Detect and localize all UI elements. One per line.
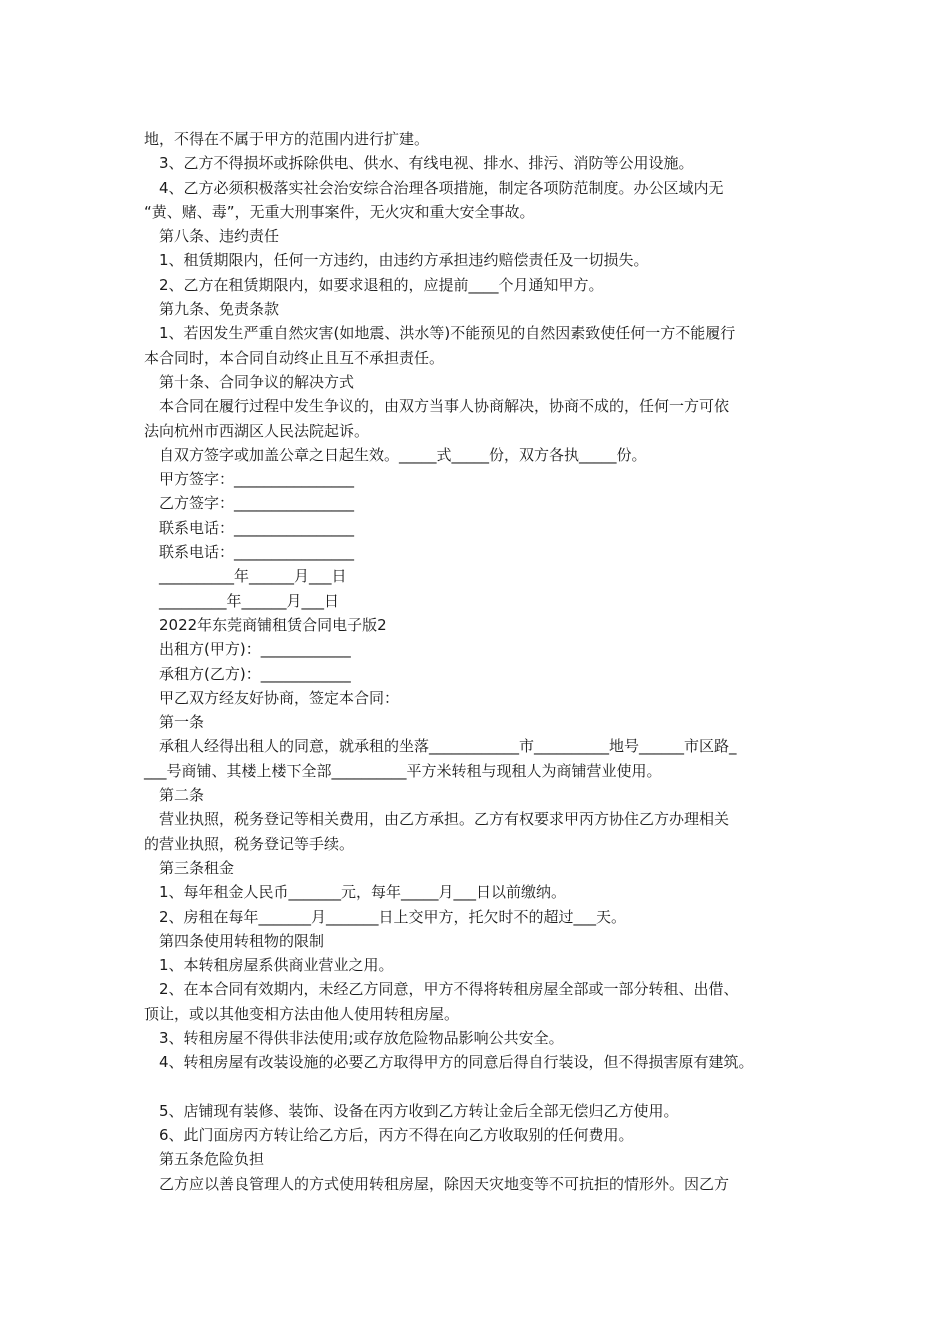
paragraph-line: 乙方应以善良管理人的方式使用转租房屋，除因天灾地变等不可抗拒的情形外。因乙方 bbox=[159, 1174, 730, 1193]
paragraph-line: 营业执照，税务登记等相关费用，由乙方承担。乙方有权要求甲丙方协住乙方办理相关 bbox=[159, 810, 730, 829]
paragraph-line: 本合同在履行过程中发生争议的，由双方当事人协商解决，协商不成的，任何一方可依 bbox=[159, 397, 730, 416]
signature-line: 联系电话：________________ bbox=[159, 543, 355, 562]
paragraph-line: 承租人经得出租人的同意，就承租的坐落____________市__________地号______市区路_ bbox=[159, 737, 737, 756]
section-heading: 第九条、免责条款 bbox=[159, 300, 280, 319]
section-heading: 第八条、违约责任 bbox=[159, 227, 280, 246]
section-heading: 第三条租金 bbox=[159, 858, 235, 877]
paragraph-line: 4、乙方必须积极落实社会治安综合治理各项措施，制定各项防范制度。办公区域内无 bbox=[159, 178, 724, 197]
paragraph-line: 法向杭州市西湖区人民法院起诉。 bbox=[144, 421, 370, 440]
paragraph-line: 的营业执照，税务登记等手续。 bbox=[144, 834, 355, 853]
paragraph-line: 2、房租在每年_______月_______日上交甲方，托欠时不的超过___天。 bbox=[159, 907, 627, 926]
paragraph-line: 甲乙双方经友好协商，签定本合同： bbox=[159, 688, 400, 707]
paragraph-line: 4、转租房屋有改装设施的必要乙方取得甲方的同意后得自行装设，但不得损害原有建筑。 bbox=[159, 1053, 754, 1072]
date-line: __________年______月___日 bbox=[159, 567, 347, 586]
paragraph-line: 1、本转租房屋系供商业营业之用。 bbox=[159, 956, 394, 975]
paragraph-line: 3、乙方不得损坏或拆除供电、供水、有线电视、排水、排污、消防等公用设施。 bbox=[159, 154, 694, 173]
paragraph-line: 顶让，或以其他变相方法由他人使用转租房屋。 bbox=[144, 1004, 460, 1023]
paragraph-line: 地，不得在不属于甲方的范围内进行扩建。 bbox=[144, 130, 430, 148]
section-heading: 第五条危险负担 bbox=[159, 1150, 265, 1169]
section-heading: 第十条、合同争议的解决方式 bbox=[159, 372, 355, 391]
signature-line: 甲方签字：________________ bbox=[159, 470, 355, 489]
paragraph-line: 2、在本合同有效期内，未经乙方同意，甲方不得将转租房屋全部或一部分转租、出借、 bbox=[159, 980, 739, 999]
paragraph-line: 6、此门面房丙方转让给乙方后，丙方不得在向乙方收取别的任何费用。 bbox=[159, 1126, 634, 1145]
document-title: 2022年东莞商铺租赁合同电子版2 bbox=[159, 615, 387, 634]
blank-line bbox=[144, 1075, 814, 1099]
paragraph-line: 1、每年租金人民币_______元，每年_____月___日以前缴纳。 bbox=[159, 883, 567, 902]
paragraph-line: “黄、赌、毒”，无重大刑事案件，无火灾和重大安全事故。 bbox=[144, 202, 535, 221]
paragraph-line: 3、转租房屋不得供非法使用;或存放危险物品影响公共安全。 bbox=[159, 1028, 564, 1047]
paragraph-line: 1、若因发生严重自然灾害(如地震、洪水等)不能预见的自然因素致使任何一方不能履行 bbox=[159, 324, 736, 343]
date-line: _________年______月___日 bbox=[159, 591, 340, 610]
paragraph-line: ___号商铺、其楼上楼下全部__________平方米转租与现租人为商铺营业使用。 bbox=[144, 761, 662, 780]
signature-line: 乙方签字：________________ bbox=[159, 494, 355, 513]
paragraph-line: 本合同时，本合同自动终止且互不承担责任。 bbox=[144, 348, 445, 367]
paragraph-line: 自双方签字或加盖公章之日起生效。_____式_____份，双方各执_____份。 bbox=[159, 445, 647, 464]
signature-line: 联系电话：________________ bbox=[159, 518, 355, 537]
paragraph-line: 2、乙方在租赁期限内，如要求退租的，应提前____个月通知甲方。 bbox=[159, 275, 604, 294]
paragraph-line: 1、租赁期限内，任何一方违约，由违约方承担违约赔偿责任及一切损失。 bbox=[159, 251, 649, 270]
section-heading: 第四条使用转租物的限制 bbox=[159, 931, 325, 950]
section-heading: 第二条 bbox=[159, 786, 205, 805]
party-line: 承租方(乙方)：____________ bbox=[159, 664, 351, 683]
document-body bbox=[144, 127, 814, 1196]
section-heading: 第一条 bbox=[159, 713, 205, 732]
party-line: 出租方(甲方)：____________ bbox=[159, 640, 351, 659]
paragraph-line: 5、店铺现有装修、装饰、设备在丙方收到乙方转让金后全部无偿归乙方使用。 bbox=[159, 1101, 679, 1120]
